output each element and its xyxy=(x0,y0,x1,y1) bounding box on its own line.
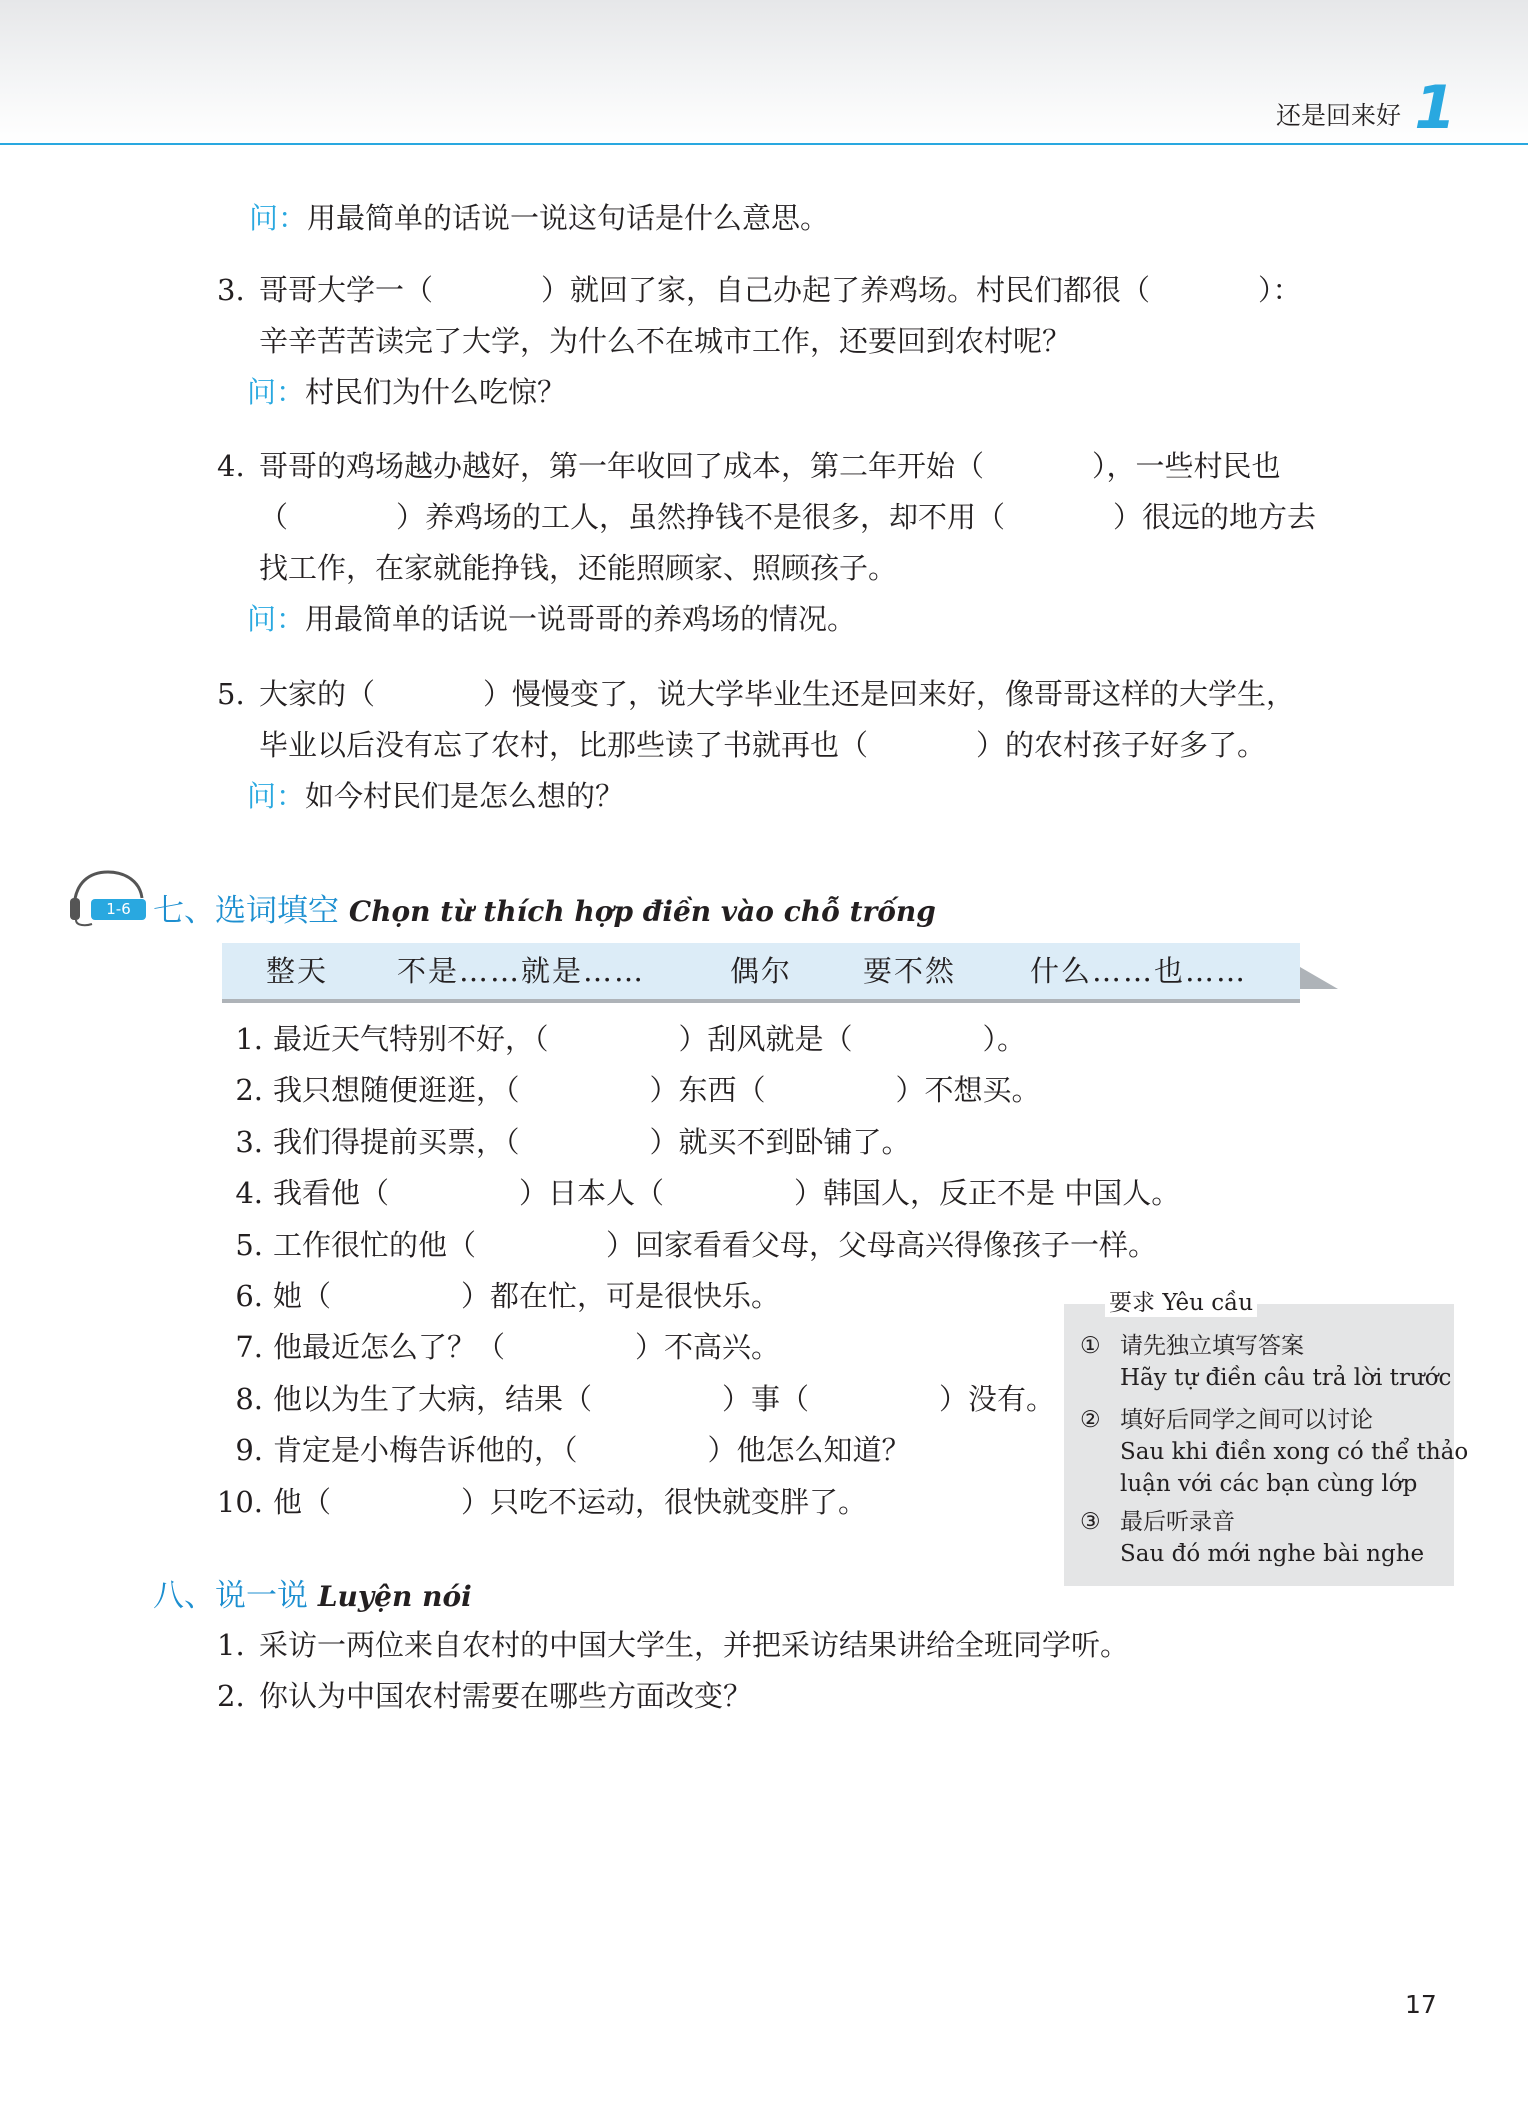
item-text: 我看他（ xyxy=(273,1176,390,1211)
item-text: ）只吃不运动，很快就变胖了。 xyxy=(461,1484,868,1519)
question-line xyxy=(217,720,1397,771)
list-item xyxy=(217,1117,1180,1168)
requirements-title-zh: 要求 xyxy=(1109,1290,1155,1316)
ask-text: 用最简单的话说一说这句话是什么意思。 xyxy=(307,201,830,235)
item-number: 2. xyxy=(217,1679,245,1713)
requirements-title-vi: Yêu cầu xyxy=(1162,1290,1254,1316)
ask-prefix: 问： xyxy=(247,779,306,813)
question-3 xyxy=(217,265,1397,418)
item-text: 她（ xyxy=(273,1279,332,1314)
line-text: ）养鸡场的工人，虽然挣钱不是很多，却不用（ xyxy=(396,500,1006,534)
requirement-mark: ② xyxy=(1080,1407,1101,1433)
item-text: ）回家看看父母，父母高兴得像孩子一样。 xyxy=(606,1227,1158,1262)
requirement-zh: 请先独立填写答案 xyxy=(1120,1333,1304,1359)
item-number: 8. xyxy=(235,1381,263,1416)
item-text: 他（ xyxy=(273,1484,332,1519)
list-item xyxy=(217,1374,1180,1425)
line-text: （ xyxy=(259,500,289,534)
item-text: 你认为中国农村需要在哪些方面改变？ xyxy=(259,1679,753,1713)
item-text: 我只想随便逛逛，（ xyxy=(273,1073,520,1108)
word-bank-word: 什么……也…… xyxy=(1030,954,1248,988)
ask-prefix: 问： xyxy=(249,201,308,235)
item-number: 10. xyxy=(216,1484,263,1519)
question-line xyxy=(217,669,1397,720)
item-number: 9. xyxy=(235,1433,263,1468)
requirement-item xyxy=(1080,1330,1451,1394)
line-text: 哥哥大学一（ xyxy=(259,273,434,307)
requirement-zh: 填好后同学之间可以讨论 xyxy=(1120,1407,1373,1433)
ask-line xyxy=(217,594,1397,645)
ask-text: 用最简单的话说一说哥哥的养鸡场的情况。 xyxy=(305,602,857,636)
list-item xyxy=(217,1620,1129,1671)
question-line xyxy=(217,543,1397,594)
list-item xyxy=(217,1220,1180,1271)
item-text: 我们得提前买票，（ xyxy=(273,1124,520,1159)
item-text: ）东西（ xyxy=(649,1073,766,1108)
list-item xyxy=(217,1065,1180,1116)
audio-track-badge: 1-6 xyxy=(91,899,146,920)
section-title-vi: Chọn từ thích hợp điền vào chỗ trống xyxy=(348,895,936,928)
line-text: ）就回了家，自己办起了养鸡场。村民们都很（ xyxy=(541,273,1151,307)
word-bank xyxy=(222,943,1300,1003)
requirement-vi: Hãy tự điền câu trả lời trước xyxy=(1120,1365,1452,1391)
chapter-title: 还是回来好 xyxy=(1275,101,1401,130)
word-bank-tail xyxy=(1300,967,1338,989)
requirement-mark: ① xyxy=(1080,1333,1101,1359)
question-5 xyxy=(217,669,1397,822)
word-bank-word: 不是……就是…… xyxy=(397,954,646,988)
ask-prefix: 问： xyxy=(247,602,306,636)
item-text: ）刮风就是（ xyxy=(678,1022,853,1056)
requirements-title xyxy=(1105,1284,1257,1317)
list-item xyxy=(217,1014,1180,1065)
item-number: 3. xyxy=(235,1124,263,1159)
item-text: 他最近怎么了？（ xyxy=(273,1330,506,1365)
item-number: 1. xyxy=(235,1022,263,1056)
item-number: 2. xyxy=(235,1073,263,1108)
ask-line xyxy=(217,771,1397,822)
line-text: ）的农村孩子好多了。 xyxy=(976,728,1267,762)
chapter-number: 1 xyxy=(1414,73,1456,143)
requirement-zh: 最后听录音 xyxy=(1120,1509,1235,1535)
item-text: 采访一两位来自农村的中国大学生，并把采访结果讲给全班同学听。 xyxy=(259,1628,1130,1662)
item-number: 5. xyxy=(235,1227,263,1262)
question-4 xyxy=(217,441,1397,645)
item-text: 工作很忙的他（ xyxy=(273,1227,477,1262)
requirement-vi: luận với các bạn cùng lớp xyxy=(1120,1471,1418,1497)
word-bank-word: 整天 xyxy=(266,954,329,988)
speaking-list xyxy=(217,1620,1129,1722)
requirement-vi: Sau khi điền xong có thể thảo xyxy=(1120,1439,1469,1465)
line-text: 毕业以后没有忘了农村，比那些读了书就再也（ xyxy=(259,728,869,762)
list-item xyxy=(217,1271,1180,1322)
list-item xyxy=(217,1322,1180,1373)
question-number: 5. xyxy=(217,677,245,711)
section-7-title xyxy=(153,885,936,930)
item-text: ）事（ xyxy=(722,1381,810,1416)
line-text: ）很远的地方去 xyxy=(1113,500,1317,534)
item-text: ）日本人（ xyxy=(519,1176,665,1211)
section-title-vi: Luyện nói xyxy=(317,1580,472,1613)
line-text: 辛辛苦苦读完了大学，为什么不在城市工作，还要回到农村呢？ xyxy=(259,324,1072,358)
item-text: 他以为生了大病，结果（ xyxy=(273,1381,593,1416)
item-text: 最近天气特别不好，（ xyxy=(273,1022,549,1056)
list-item xyxy=(217,1671,1129,1722)
line-text: ），一些村民也 xyxy=(1092,449,1281,483)
list-item xyxy=(217,1477,1180,1528)
top-question xyxy=(217,193,1397,244)
ask-text: 如今村民们是怎么想的？ xyxy=(305,779,625,813)
page-number: 17 xyxy=(1405,1990,1437,2019)
word-bank-word: 偶尔 xyxy=(730,954,793,988)
section-title-zh: 八、说一说 xyxy=(153,1578,308,1614)
requirement-mark: ③ xyxy=(1080,1509,1101,1535)
item-text: ）都在忙，可是很快乐。 xyxy=(461,1279,781,1314)
question-number: 4. xyxy=(217,449,245,483)
ask-prefix: 问： xyxy=(247,375,306,409)
fill-in-list xyxy=(217,1014,1180,1528)
list-item xyxy=(217,1168,1180,1219)
question-line xyxy=(217,316,1397,367)
line-text: ）慢慢变了，说大学毕业生还是回来好，像哥哥这样的大学生， xyxy=(483,677,1296,711)
ask-line xyxy=(217,367,1397,418)
list-item xyxy=(217,1425,1180,1476)
ask-line xyxy=(217,193,1397,244)
item-text: ）韩国人，反正不是 中国人。 xyxy=(794,1176,1181,1211)
item-number: 7. xyxy=(235,1330,263,1365)
section-8-title xyxy=(153,1570,472,1615)
requirement-item xyxy=(1080,1404,1468,1500)
word-bank-word: 要不然 xyxy=(863,954,957,988)
item-text: ）不想买。 xyxy=(895,1073,1041,1108)
item-number: 1. xyxy=(217,1628,245,1662)
section-title-zh: 七、选词填空 xyxy=(153,893,339,929)
item-text: ）不高兴。 xyxy=(635,1330,781,1365)
line-text: ）： xyxy=(1258,273,1302,307)
item-text: ）。 xyxy=(982,1022,1027,1056)
line-text: 大家的（ xyxy=(259,677,376,711)
requirement-vi: Sau đó mới nghe bài nghe xyxy=(1120,1541,1425,1567)
requirement-item xyxy=(1080,1506,1424,1570)
item-number: 4. xyxy=(235,1176,263,1211)
page-header xyxy=(0,0,1528,145)
question-line xyxy=(217,492,1397,543)
item-number: 6. xyxy=(235,1279,263,1314)
question-number: 3. xyxy=(217,273,245,307)
question-line xyxy=(217,265,1397,316)
line-text: 哥哥的鸡场越办越好，第一年收回了成本，第二年开始（ xyxy=(259,449,985,483)
item-text: ）就买不到卧铺了。 xyxy=(649,1124,911,1159)
item-text: 肯定是小梅告诉他的，（ xyxy=(273,1433,578,1468)
question-line xyxy=(217,441,1397,492)
item-text: ）没有。 xyxy=(939,1381,1056,1416)
ask-text: 村民们为什么吃惊？ xyxy=(305,375,567,409)
item-text: ）他怎么知道？ xyxy=(707,1433,911,1468)
line-text: 找工作，在家就能挣钱，还能照顾家、照顾孩子。 xyxy=(259,551,898,585)
